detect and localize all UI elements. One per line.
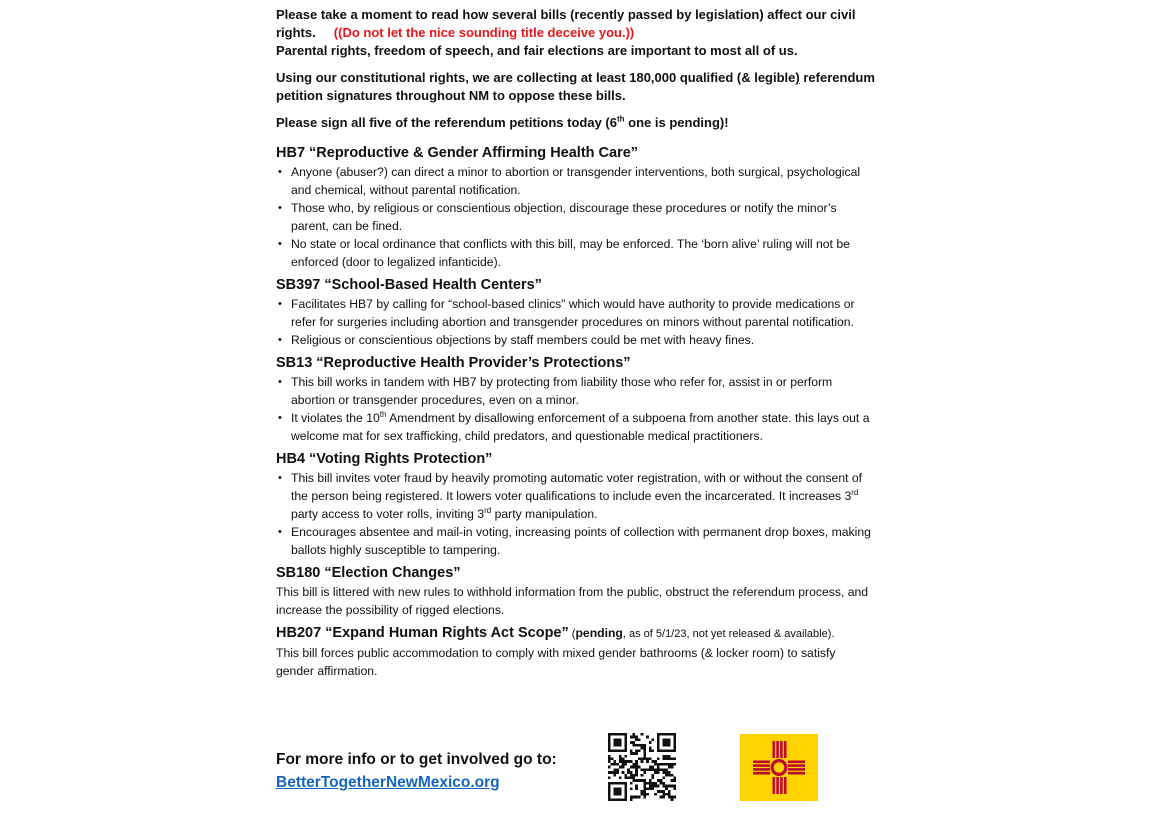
bullet-item [276,409,876,445]
bullet-list [276,295,876,349]
bullet-list [276,373,876,445]
bill-title: SB13 “Reproductive Health Provider’s Protections” [276,355,631,371]
bullet-text: party access to voter rolls, inviting 3 [291,507,485,521]
bill-sb13 [276,354,876,445]
sign-text-b: one is pending)! [624,115,729,130]
qr-code-icon[interactable] [608,733,676,801]
new-mexico-flag-icon [740,734,818,801]
bullet-text: It violates the 10 [291,411,380,425]
bullet-item: • Those who, by religious or conscientious objection, discourage these procedures or notify the minor’s parent, can be fined. [276,199,876,235]
bill-hb7 [276,144,876,271]
website-link[interactable]: BetterTogetherNewMexico.org [276,774,500,791]
sign-paragraph [276,114,876,132]
petition-text-b: ) [795,70,800,85]
footer [276,748,557,794]
bill-title: SB180 “Election Changes” [276,565,461,581]
intro-line-2: Parental rights, freedom of speech, and fair elections are important to most all of us. [276,43,798,58]
more-info-text: For more info or to get involved go to: [276,751,557,768]
bullet-item: • Facilitates HB7 by calling for “school-based clinics” which would have authority to provide medications or refer for surgeries including abortion and transgender procedures on minors without parental notification. [276,295,876,331]
bill-title: HB7 “Reproductive & Gender Affirming Health Care” [276,145,639,161]
bill-text: This bill forces public accommodation to comply with mixed gender bathrooms (& locker room) to satisfy gender affirmation. [276,646,836,678]
flyer [276,0,876,680]
bullet-item: • Encourages absentee and mail-in voting, increasing points of collection with permanent drop boxes, making ballots highly susceptible to tampering. [276,523,876,559]
petition-text-c: referendum petition signatures throughout NM to oppose these bills. [276,70,875,103]
ordinal-sup: th [379,409,387,419]
petition-paragraph [276,69,876,105]
bill-sb180 [276,564,876,619]
bill-sb397 [276,276,876,349]
ordinal-sup: rd [851,487,859,497]
bullet-item: • Religious or conscientious objections by staff members could be met with heavy fines. [276,331,876,349]
bill-hb207 [276,624,876,680]
bullet-item: • This bill works in tandem with HB7 by protecting from liability those who refer for, assist in or perform abortion or transgender procedures, even on a minor. [276,373,876,409]
bullet-item [276,469,876,523]
bullet-list [276,163,876,271]
warning-text: ((Do not let the nice sounding title deceive you.)) [333,25,635,40]
bill-text: This bill is littered with new rules to withhold information from the public, obstruct the referendum process, and increase the possibility of rigged elections. [276,585,869,617]
intro-line-1: Please take a moment to read how several bills (recently passed by legislation) affect our civil rights. [276,7,856,40]
sign-sup: th [616,114,625,124]
bill-title: SB397 “School-Based Health Centers” [276,277,542,293]
bullet-text: party manipulation. [491,507,598,521]
intro-paragraph [276,6,876,60]
bill-hb4 [276,450,876,559]
bill-title: HB207 “Expand Human Rights Act Scope” [276,625,569,641]
bill-title: HB4 “Voting Rights Protection” [276,451,493,467]
bullet-text: This bill invites voter fraud by heavily promoting automatic voter registration, with or without the consent of the person being registered. It lowers voter qualifications to include even the incarcerated. It increases 3 [291,471,863,503]
pending-note: , as of 5/1/23, not yet released & available). [622,628,835,640]
bill-heading-line [276,624,876,644]
bullet-item: • No state or local ordinance that conflicts with this bill, may be enforced. The ‘born alive’ ruling will not be enforced (door to legalized infanticide). [276,235,876,271]
sign-text-a: Please sign all five of the referendum petitions today (6 [276,115,617,130]
ordinal-sup: rd [484,505,492,515]
bullet-text: Amendment by disallowing enforcement of a subpoena from another state. this lays out a welcome mat for sex trafficking, child predators, and questionable medical practitioners. [291,411,870,443]
pending-label: pending [575,626,623,640]
petition-text-a: Using our constitutional rights, we are collecting at least 180,000 qualified (& legible [276,70,796,85]
bullet-item: • Anyone (abuser?) can direct a minor to abortion or transgender interventions, both surgical, psychological and chemical, without parental notification. [276,163,876,199]
pending-open: ( [568,628,576,640]
bullet-list [276,469,876,559]
